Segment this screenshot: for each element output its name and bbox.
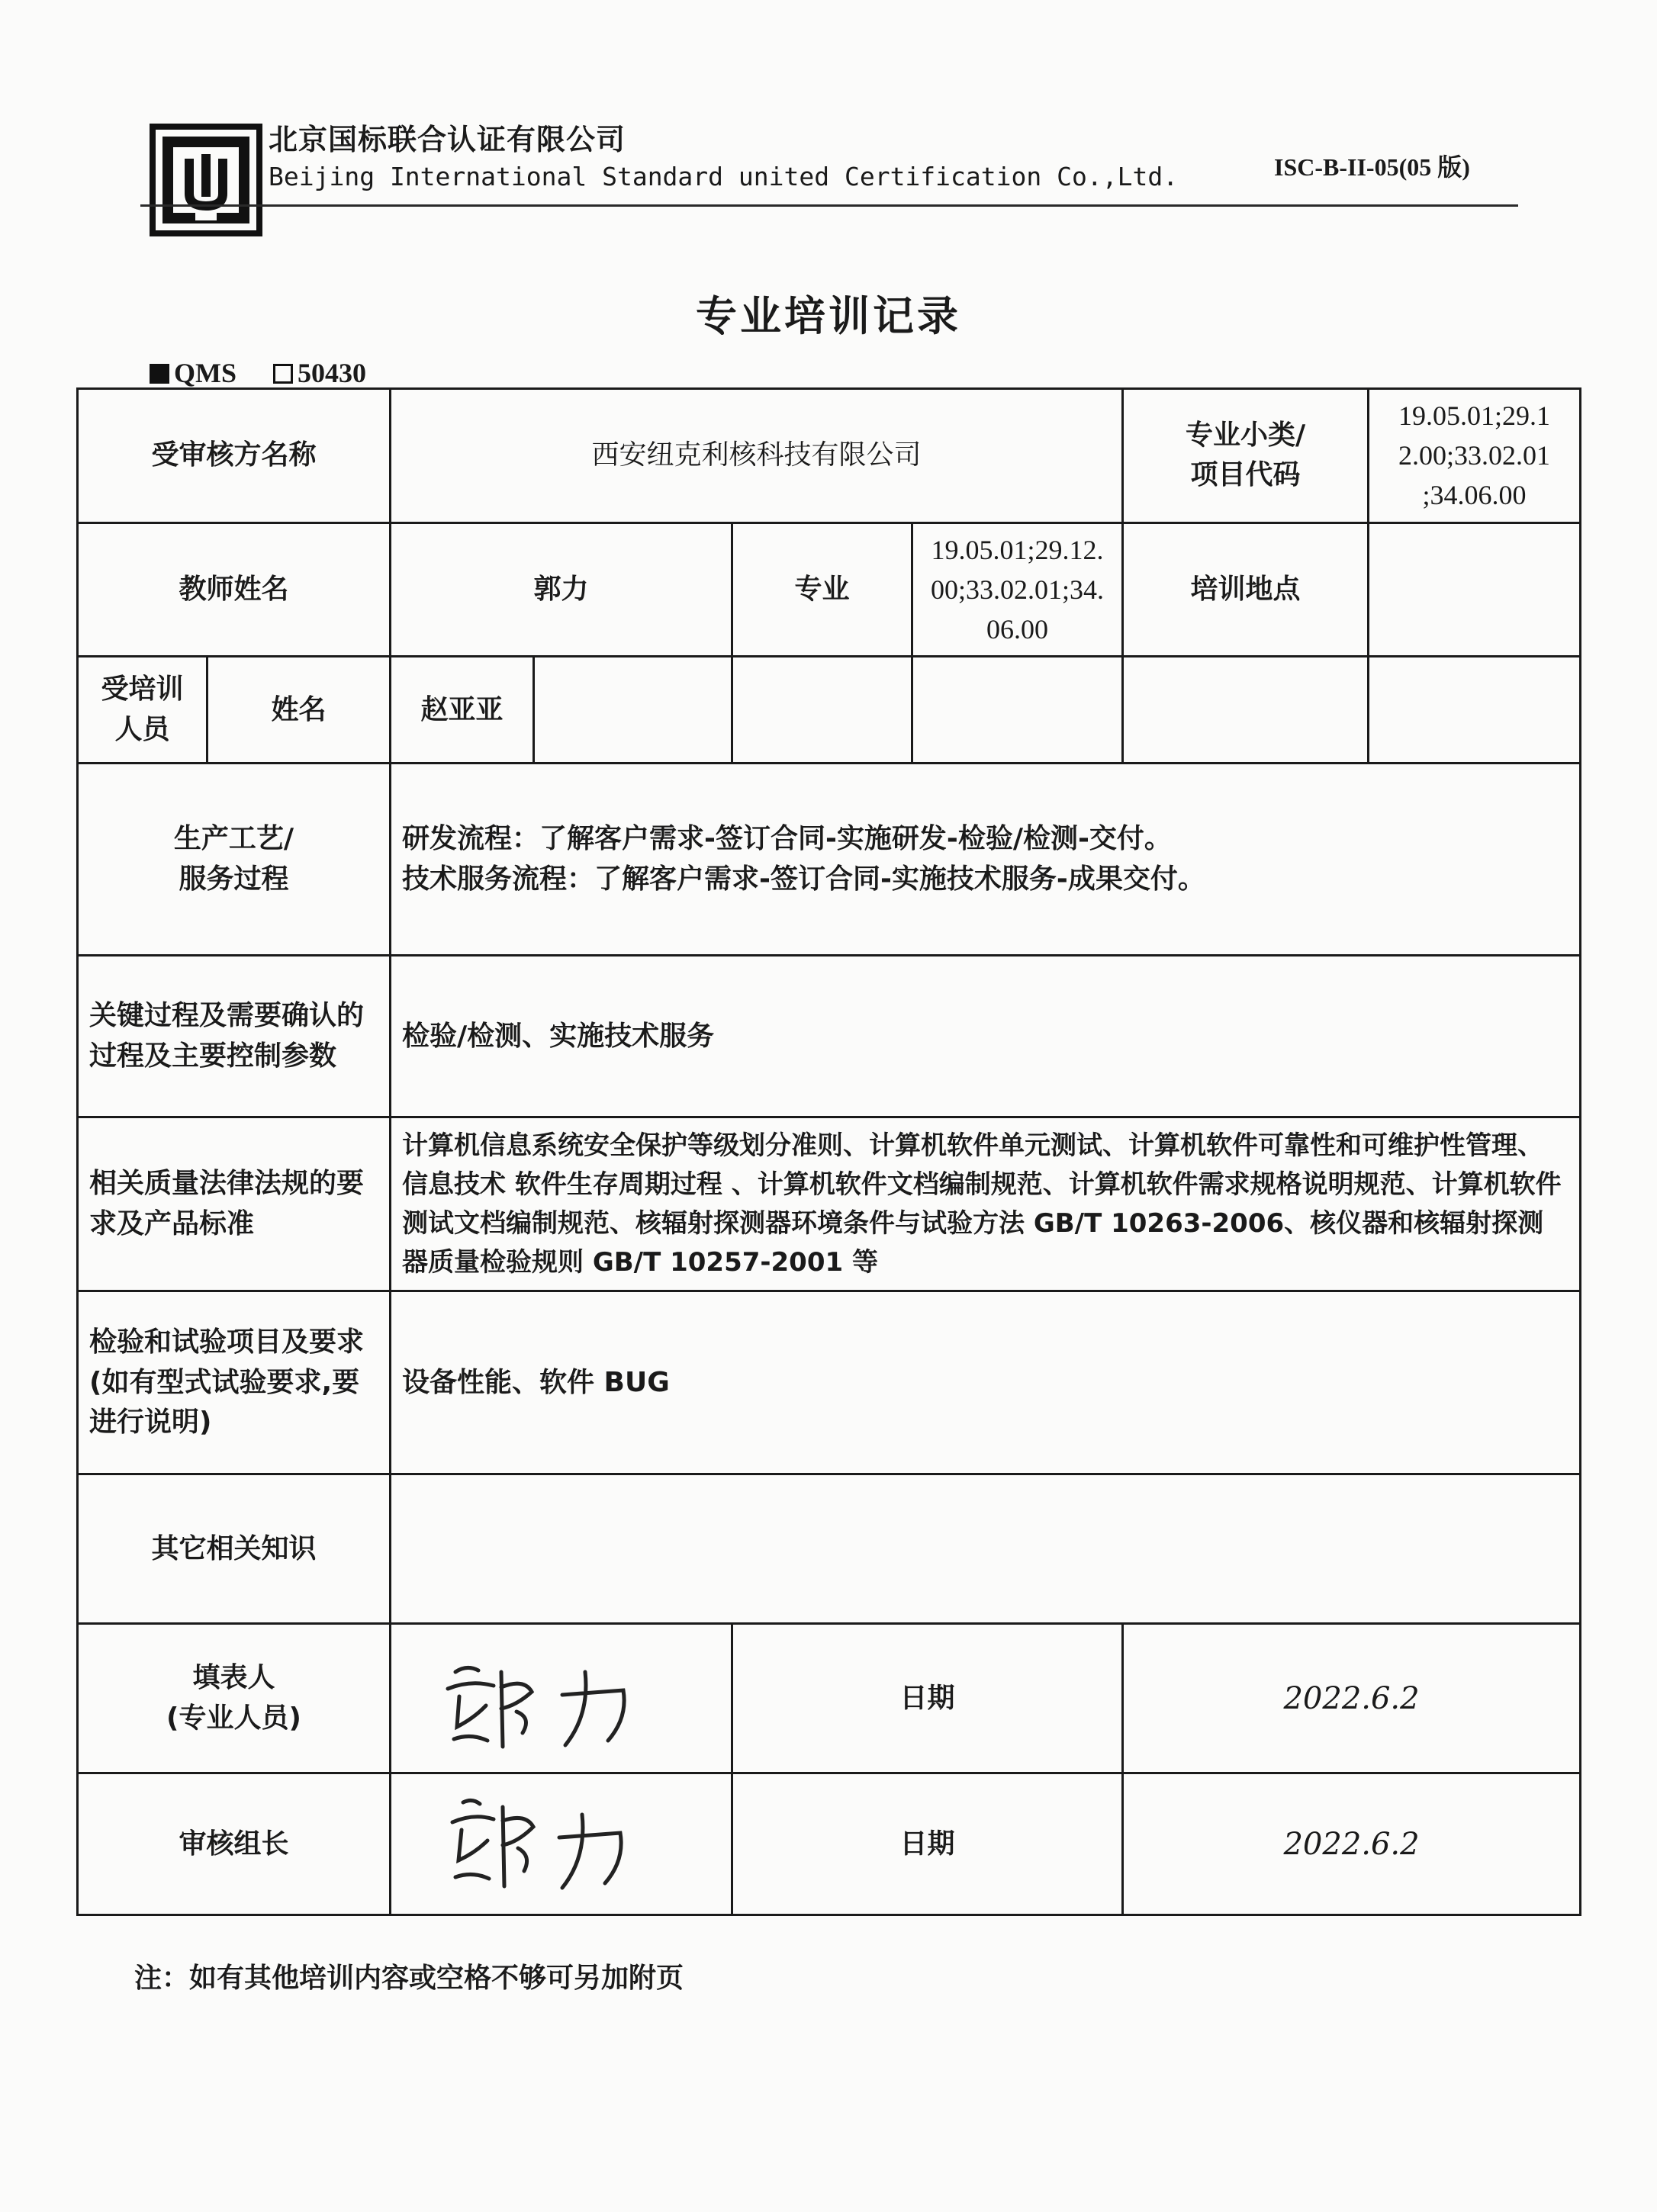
key-process-label-line: 过程及主要控制参数 [89,1040,337,1072]
category-label [1123,389,1369,523]
inspection-label-line: (如有型式试验要求,要 [89,1366,360,1398]
auditee-label: 受审核方名称 [78,389,391,523]
filler-date-label: 日期 [732,1624,1123,1773]
page-title: 专业培训记录 [696,292,961,340]
footnote: 注：如有其他培训内容或空格不够可另加附页 [134,1963,684,1994]
inspection-label-line: 进行说明) [89,1406,212,1438]
header-divider [140,204,1518,207]
other-knowledge-label: 其它相关知识 [78,1474,391,1624]
trainee-empty-cell [912,657,1123,764]
filler-label-line: (专业人员) [166,1702,301,1734]
category-code-line: 19.05.01;29.1 [1398,400,1551,431]
category-code-line: 2.00;33.02.01 [1398,440,1551,471]
trainee-label-line: 受培训 [101,674,184,706]
table-row [78,657,1581,764]
checkbox-empty-icon[interactable] [273,364,293,384]
specialty-code-line: 00;33.02.01;34. [931,574,1105,605]
handwritten-signature-icon [402,1787,692,1902]
laws-label [78,1117,391,1291]
company-name-en: Beijing International Standard united Certification Co.,Ltd. [269,162,1179,191]
standard-checkboxes [150,357,366,389]
specialty-label: 专业 [732,522,912,657]
process-value [391,764,1581,956]
laws-label-line: 相关质量法律法规的要 [89,1168,365,1200]
standard-qms-label: QMS [174,358,237,388]
trainee-empty-cell [1369,657,1581,764]
process-line: 技术服务流程：了解客户需求-签订合同-实施技术服务-成果交付。 [402,863,1205,895]
company-logo-icon [150,124,262,236]
auditee-value: 西安纽克利核科技有限公司 [391,389,1123,523]
inspection-value: 设备性能、软件 BUG [391,1291,1581,1474]
key-process-label [78,956,391,1117]
category-code-value [1369,389,1581,523]
trainee-label [78,657,208,764]
teacher-label: 教师姓名 [78,522,391,657]
table-row [78,1117,1581,1291]
other-knowledge-value [391,1474,1581,1624]
process-label-line: 服务过程 [179,863,289,895]
key-process-value: 检验/检测、实施技术服务 [391,956,1581,1117]
filler-date-value: 2022.6.2 [1123,1624,1581,1773]
table-row [78,764,1581,956]
leader-label: 审核组长 [78,1773,391,1915]
process-label [78,764,391,956]
location-value [1369,522,1581,657]
trainee-empty-cell [732,657,912,764]
laws-label-line: 求及产品标准 [89,1207,255,1239]
filler-label-line: 填表人 [192,1662,275,1694]
table-row [78,1291,1581,1474]
table-row [78,956,1581,1117]
leader-signature [391,1773,732,1915]
specialty-code-value [912,522,1123,657]
table-row [78,522,1581,657]
training-record-table [76,387,1581,1916]
trainee-label-line: 人员 [114,713,170,745]
leader-date-label: 日期 [732,1773,1123,1915]
table-row [78,1624,1581,1773]
table-row [78,1773,1581,1915]
handwritten-signature-icon [402,1641,692,1756]
category-code-line: ;34.06.00 [1422,480,1527,511]
leader-date-value: 2022.6.2 [1123,1773,1581,1915]
laws-value: 计算机信息系统安全保护等级划分准则、计算机软件单元测试、计算机软件可靠性和可维护性管理、信息技术 软件生存周期过程 、计算机软件文档编制规范、计算机软件需求规格说明规范、计算机软件测试文档编制规范、核辐射探测器环境条件与试验方法 GB/T 10263-2006、核仪器和核辐射探测器质量检验规则 GB/T 10257-2001 等 [391,1117,1581,1291]
trainee-name: 赵亚亚 [391,657,534,764]
company-name-cn: 北京国标联合认证有限公司 [269,123,626,156]
location-label: 培训地点 [1123,522,1369,657]
process-label-line: 生产工艺/ [173,823,294,855]
table-row [78,389,1581,523]
teacher-value: 郭力 [391,522,732,657]
filler-label [78,1624,391,1773]
standard-50430-label: 50430 [298,358,367,388]
document-code: ISC-B-II-05(05 版) [1274,153,1470,181]
name-label: 姓名 [208,657,391,764]
specialty-code-line: 06.00 [986,613,1049,645]
inspection-label [78,1291,391,1474]
trainee-empty-cell [534,657,732,764]
category-label-line: 专业小类/ [1185,420,1306,452]
inspection-label-line: 检验和试验项目及要求 [89,1326,365,1358]
table-row [78,1474,1581,1624]
filler-signature [391,1624,732,1773]
key-process-label-line: 关键过程及需要确认的 [89,1000,365,1032]
trainee-empty-cell [1123,657,1369,764]
specialty-code-line: 19.05.01;29.12. [931,534,1104,565]
checkbox-checked-icon[interactable] [150,364,169,384]
category-label-line: 项目代码 [1190,459,1301,491]
process-line: 研发流程：了解客户需求-签订合同-实施研发-检验/检测-交付。 [402,823,1172,855]
